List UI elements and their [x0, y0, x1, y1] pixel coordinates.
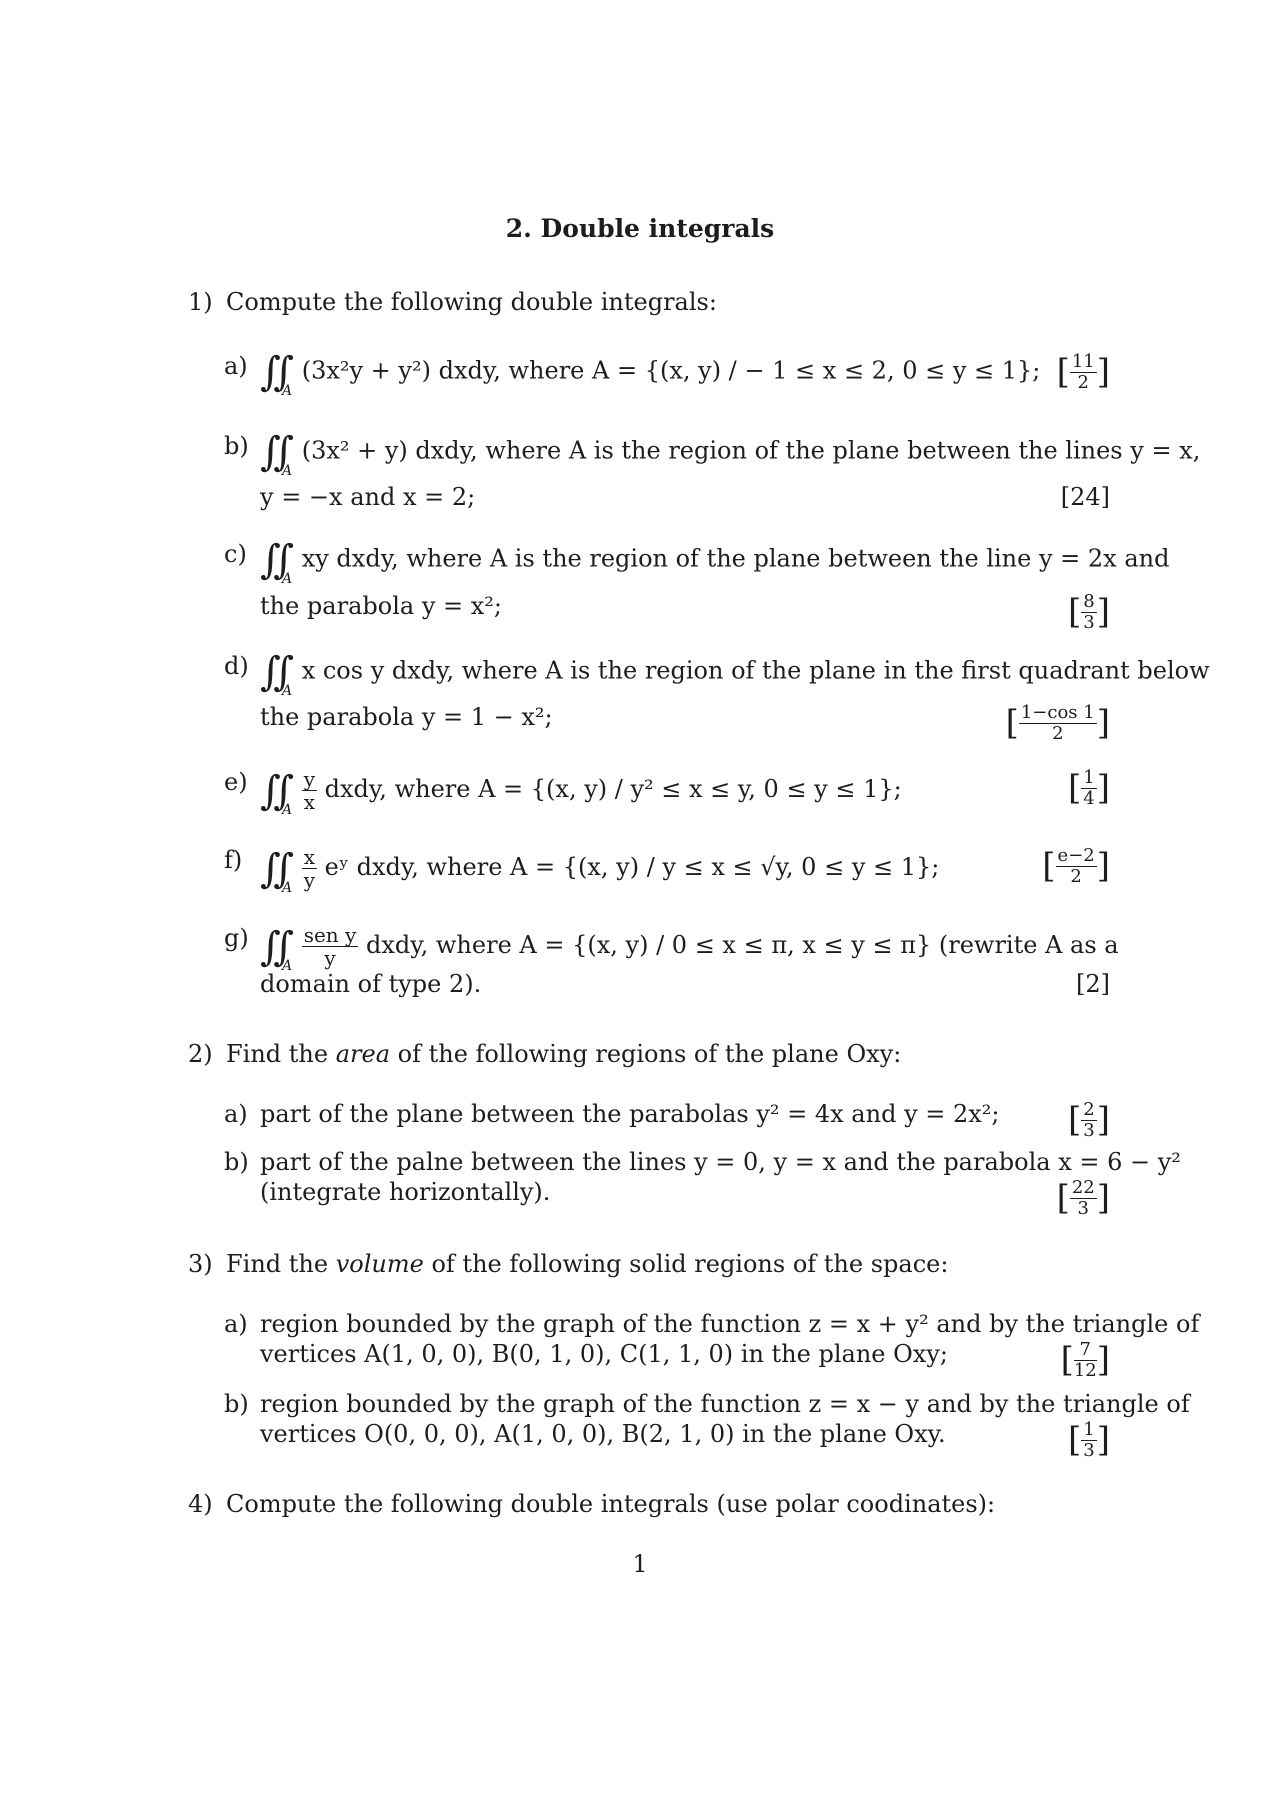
answer-1c: [ $\frac{8}{3}$ ] [1068, 591, 1110, 633]
answer-1f: [ $\frac{e-2}{2}$ ] [1042, 845, 1110, 887]
answer-1d: [ $\frac{1-\cos 1}{2}$ ] [1005, 702, 1110, 744]
section-4-heading: 4) Compute the following double integrals (use polar coodinates): [188, 1490, 996, 1518]
answer-1e: [ $\frac{1}{4}$ ] [1068, 767, 1110, 809]
answer-3a: [ $\frac{7}{12}$ ] [1060, 1339, 1110, 1381]
double-integral-symbol: ∬ A [260, 349, 293, 399]
double-integral-symbol: ∬ A [260, 767, 293, 818]
double-integral-symbol: ∬ A [260, 537, 293, 587]
double-integral-symbol: ∬ A [260, 649, 293, 699]
answer-1g: [2] [1076, 970, 1110, 998]
answer-2a: [ $\frac{2}{3}$ ] [1068, 1099, 1110, 1141]
double-integral-symbol: ∬ A [260, 429, 293, 479]
double-integral-symbol: ∬ A [260, 923, 293, 974]
page-number: 1 [632, 1550, 648, 1578]
answer-1b: [24] [1060, 483, 1110, 511]
section-3-heading: 3) Find the volume of the following solid regions of the space: [188, 1250, 949, 1278]
section-1-heading: 1) Compute the following double integrals: [188, 288, 717, 316]
answer-2b: [ $\frac{22}{3}$ ] [1056, 1177, 1110, 1219]
answer-1a: [ $\frac{11}{2}$ ] [1056, 351, 1110, 393]
page-title: 2. Double integrals [505, 214, 775, 243]
section-2-heading: 2) Find the area of the following regions of the plane Oxy: [188, 1040, 902, 1068]
answer-3b: [ $\frac{1}{3}$ ] [1068, 1419, 1110, 1461]
document-page: 2. Double integrals 1) Compute the following double integrals: a) ∬ A (3x²y + y²) dxdy, where A = {(x, y) / − 1 ≤ x ≤ 2, 0 ≤ y ≤ 1}; [ $\frac{11}{2}$ ] b) ∬ A (3x² + y) dxdy, where A is the region of the plane between the lines y = x, y = −x and x = 2; [24] c) ∬ A xy dxdy, where A is the region of the plane between the line y = 2x and the parabola y = x²; [ $\frac{8}{3}$ ] d) ∬ A x cos y dxdy, where A is the region of the plane in the first quadrant below the parabola y = 1 − x²; [ $\frac{1-\cos 1}{2}$ ] e) ∬ A $\frac{y}{x}$ dxdy, where A = {(x, y) / y² ≤ x ≤ y, 0 ≤ y ≤ 1}; [ $\frac{1}{4}$ ] f) ∬ A $\frac{x}{y}$ eʸ dxdy, where A = {(x, y) / y ≤ x ≤ √y, 0 ≤ y ≤ 1}; [ $\frac{e-2}{2}$ ] g) ∬ A $\frac{\text{sen y}}{y}$ dxdy, where A = {(x, y) / 0 ≤ x ≤ π, x ≤ y ≤ π} (rewrite A as a domain of type 2). [2] 2) Find the area of the following regions of the plane Oxy: a) part of the plane between the parabolas y² = 4x and y = 2x²; [ $\frac{2}{3}$ ] b) part of the palne between the lines y = 0, y = x and the parabola x = 6 − y² (integrate horizontally). [ $\frac{22}{3}$ ] 3) Find the volume of the following solid regions of the space: a) region bounded by the graph of the function z = x + y² and by the triangle of vertices A(1, 0, 0), B(0, 1, 0), C(1, 1, 0) in the plane Oxy; [ $\frac{7}{12}$ ] b) region bounded by the graph of the function z = x − y and by the triangle of vertices O(0, 0, 0), A(1, 0, 0), B(2, 1, 0) in the plane Oxy. [ $\frac{1}{3}$ ] 4) Compute the following double integrals (use polar coodinates): 1 [0, 0, 1280, 1811]
double-integral-symbol: ∬ A [260, 845, 293, 896]
